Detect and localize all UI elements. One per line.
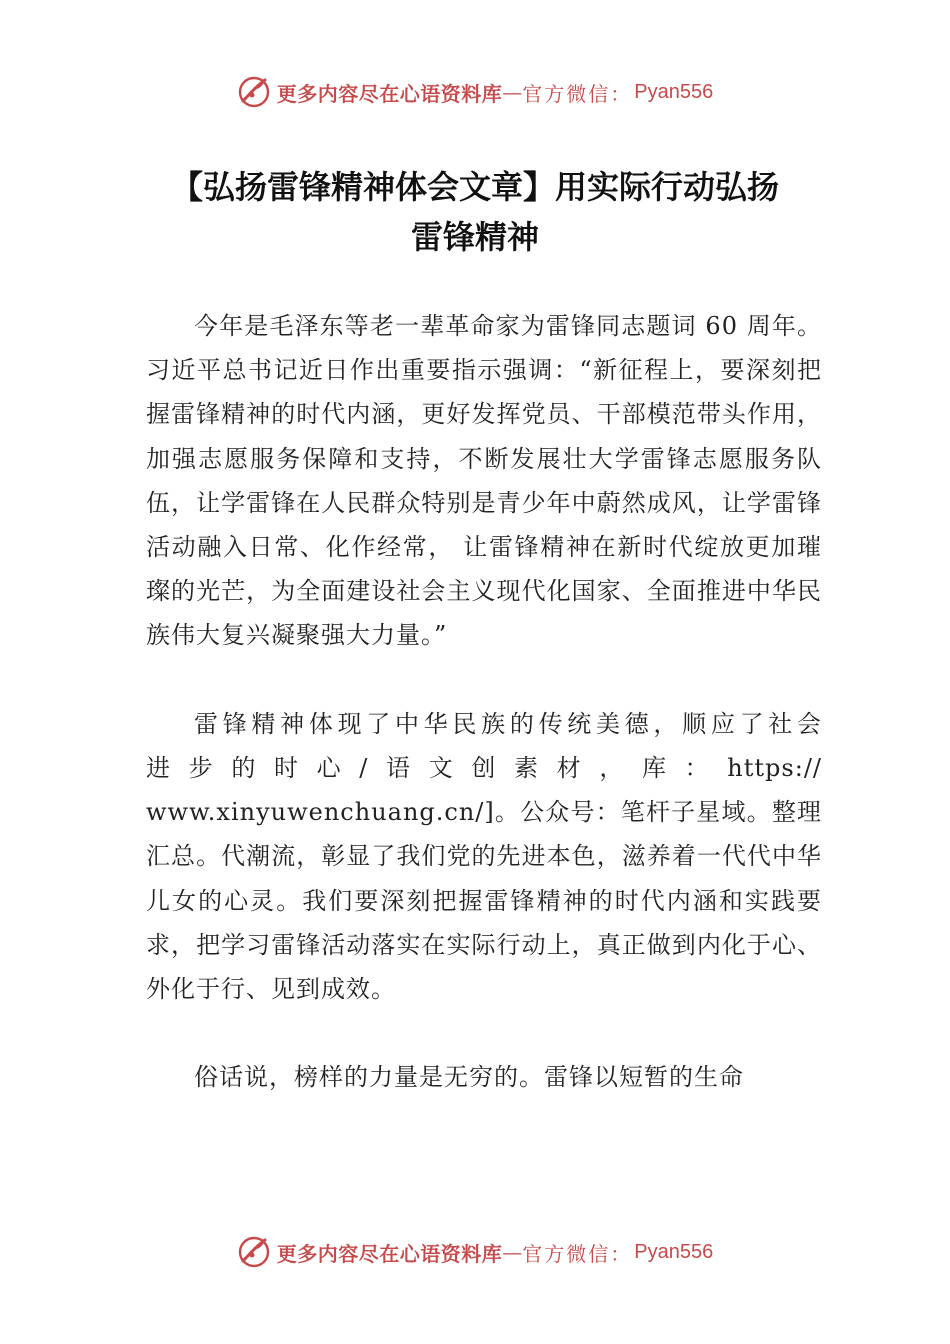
title-line-1: 【弘扬雷锋精神体会文章】用实际行动弘扬 [170,168,779,206]
paragraph-2-rest: www.xinyuwenchuang.cn/]。公众号：笔杆子星域。整理汇总。代潮流，彰显了我们党的先进本色，滋养着一代代中华儿女的心灵。我们要深刻把握雷锋精神的时代内涵和实践要求，把学习雷锋活动落实在实际行动上，真正做到内化于心、外化于行、见到成效。 [146,798,822,1004]
quill-pen-logo-icon [237,1235,271,1269]
banner-text: 更多内容尽在心语资料库 [276,1241,503,1266]
banner-dash: — [502,80,523,104]
banner-dash: — [502,1240,523,1264]
article-body [146,304,822,1144]
paragraph-2-line-2: 进步的时心/语文创素材，库：https:// [146,754,822,783]
article-title [100,162,850,262]
quill-pen-logo-icon [237,75,271,109]
banner-wechat-id: Pyan556 [634,1240,714,1263]
paragraph-2-line-1: 雷锋精神体现了中华民族的传统美德，顺应了社会 [194,709,822,738]
header-banner [0,72,950,112]
banner-wechat-label: 官方微信： [522,1241,633,1266]
title-line-2: 雷锋精神 [410,218,539,256]
paragraph-1: 今年是毛泽东等老一辈革命家为雷锋同志题词 60 周年。习近平总书记近日作出重要指示强调：“新征程上，要深刻把握雷锋精神的时代内涵，更好发挥党员、干部模范带头作用，加强志愿服务保障和支持，不断发展壮大学雷锋志愿服务队伍，让学雷锋在人民群众特别是青少年中蔚然成风，让学雷锋活动融入日常、化作经常， 让雷锋精神在新时代绽放更加璀璨的光芒，为全面建设社会主义现代化国家、全面推进中华民族伟大复兴凝聚强大力量。” [146,312,822,650]
banner-wechat-label: 官方微信： [522,81,633,106]
footer-banner [0,1232,950,1272]
paragraph-2 [146,702,822,1011]
banner-wechat-id: Pyan556 [634,80,714,103]
paragraph-3: 俗话说，榜样的力量是无穷的。雷锋以短暂的生命 [194,1063,744,1092]
banner-text: 更多内容尽在心语资料库 [276,81,503,106]
